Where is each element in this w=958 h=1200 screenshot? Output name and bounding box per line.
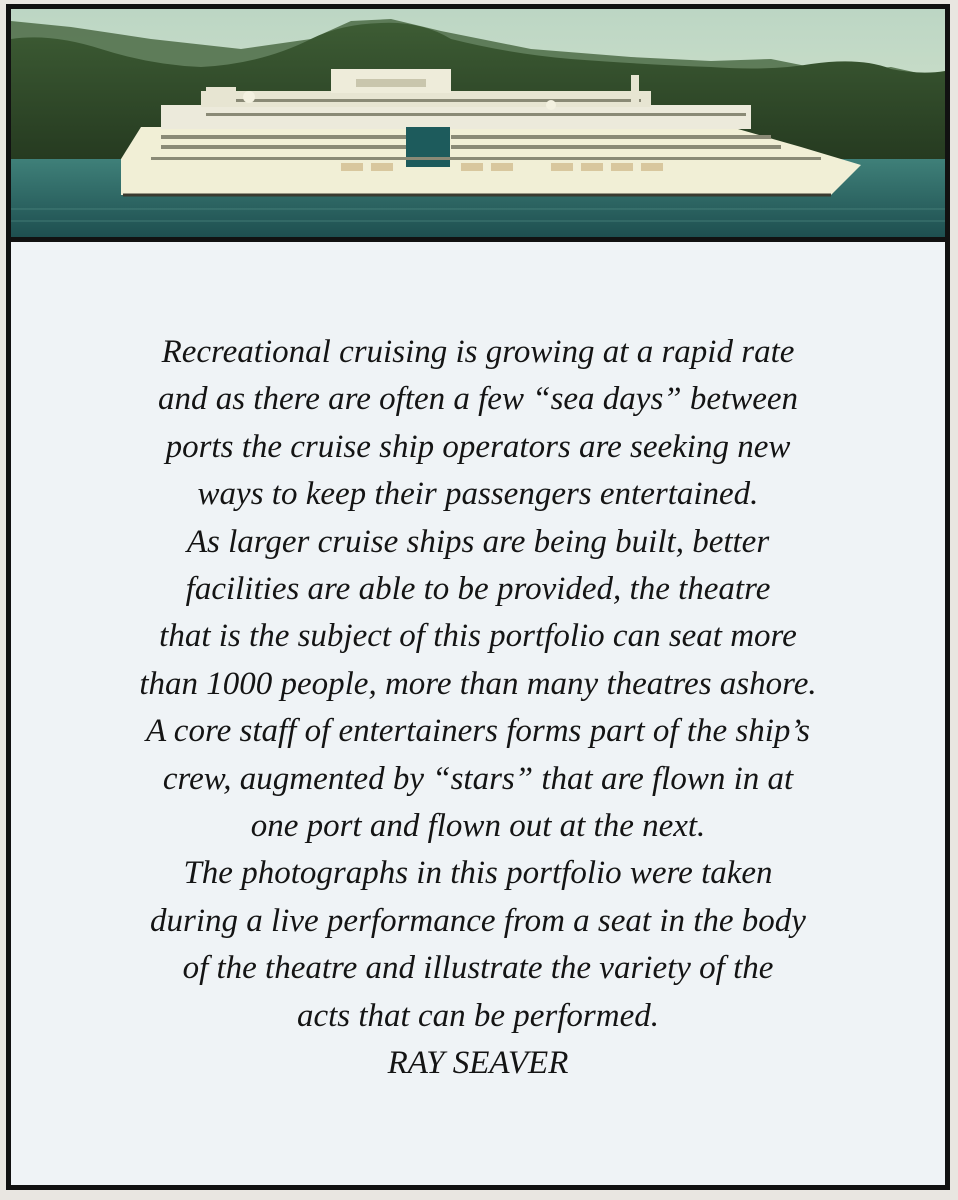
text-line: Recreational cruising is growing at a rapid rate (161, 334, 795, 370)
text-line: As larger cruise ships are being built, better (186, 523, 770, 560)
text-line: The photographs in this portfolio were taken (183, 855, 773, 892)
text-panel (11, 242, 945, 1185)
text-line: ports the cruise ship operators are seeking new (165, 428, 791, 465)
text-line: facilities are able to be provided, the theatre (185, 571, 771, 608)
text-line: one port and flown out at the next. (250, 808, 706, 845)
page-frame (6, 4, 950, 1190)
cruise-ship-illustration (11, 9, 945, 237)
text-line: during a live performance from a seat in the body (150, 902, 806, 939)
text-line: acts that can be performed. (296, 997, 660, 1034)
text-line: ways to keep their passengers entertained. (197, 476, 759, 513)
text-line: and as there are often a few “sea days” between (157, 381, 799, 418)
text-line: A core staff of entertainers forms part of the ship’s (146, 713, 810, 750)
cruise-ship-photo (11, 9, 945, 242)
text-line: crew, augmented by “stars” that are flown in at (162, 760, 794, 797)
text-line: than 1000 people, more than many theatres ashore. (139, 665, 817, 702)
text-line: that is the subject of this portfolio can seat more (159, 618, 797, 655)
portfolio-introduction (11, 329, 945, 1088)
text-line: of the theatre and illustrate the variety of the (182, 950, 774, 987)
author-name: RAY SEAVER (387, 1045, 569, 1082)
